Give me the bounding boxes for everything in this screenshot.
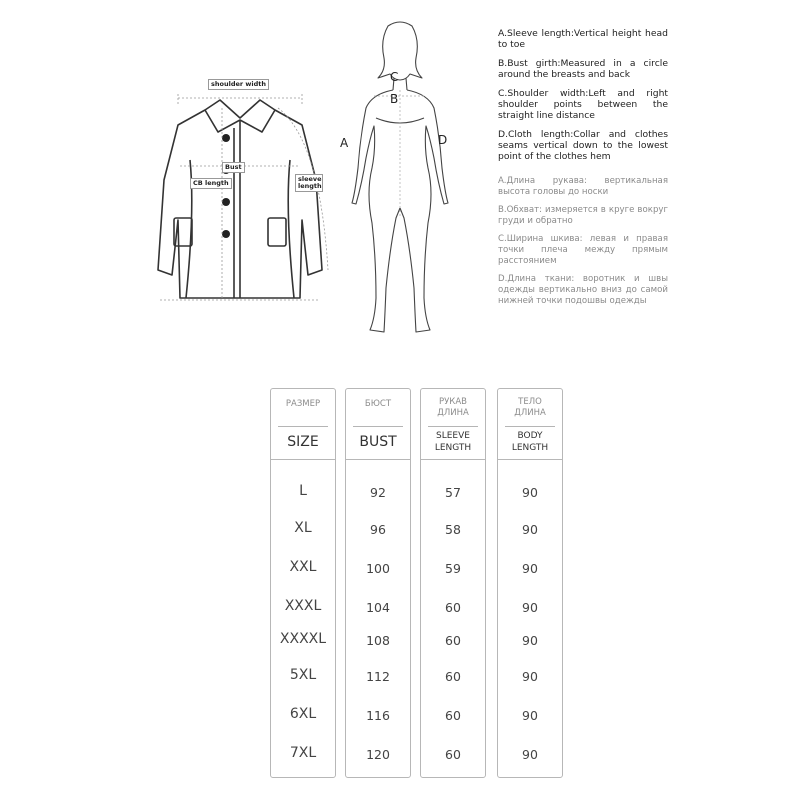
table-cell: 112	[366, 669, 390, 684]
table-cell: 92	[370, 485, 386, 500]
body-silhouette-icon	[330, 18, 470, 348]
table-cell: 90	[522, 561, 538, 576]
table-cell: 59	[445, 561, 461, 576]
table-cell: 116	[366, 708, 390, 723]
table-cell: 7XL	[289, 745, 317, 761]
desc-en-bust: B.Bust girth:Measured in a circle around the breasts and back	[498, 58, 668, 80]
table-cell: 60	[445, 747, 461, 762]
sleeve-length-label: sleeve length	[295, 174, 323, 192]
table-cell: 100	[366, 561, 390, 576]
desc-ru-length: D.Длина ткани: воротник и швы одежды вертикально вниз до самой нижней точки подошвы одежды	[498, 274, 668, 306]
body-header-en: BODY LENGTH	[511, 431, 549, 453]
desc-en-sleeve: A.Sleeve length:Vertical height head to toe	[498, 28, 668, 50]
table-cell: 90	[522, 600, 538, 615]
table-cell: 5XL	[289, 667, 317, 683]
body-header-ru: ТЕЛО ДЛИНА	[514, 397, 546, 418]
sleeve-header-ru: РУКАВ ДЛИНА	[437, 397, 469, 418]
size-column	[270, 388, 336, 778]
body-figure-diagram	[330, 18, 470, 348]
table-cell: 108	[366, 633, 390, 648]
desc-ru-shoulder: C.Ширина шкива: левая и правая точки плеча между прямым расстоянием	[498, 234, 668, 266]
bust-header-ru: БЮСТ	[364, 399, 392, 409]
desc-en-length: D.Cloth length:Collar and clothes seams vertical down to the lowest point of the clothes hem	[498, 129, 668, 162]
table-cell: 57	[445, 485, 461, 500]
table-cell: 6XL	[289, 706, 317, 722]
label-c: C	[390, 70, 399, 84]
table-cell: XXL	[289, 559, 317, 575]
bust-label: Bust	[222, 162, 245, 173]
table-cell: 90	[522, 747, 538, 762]
table-cell: XL	[294, 520, 312, 536]
table-cell: 58	[445, 522, 461, 537]
shoulder-width-label: shoulder width	[208, 79, 269, 90]
table-cell: 60	[445, 708, 461, 723]
jacket-diagram	[150, 70, 340, 310]
measurement-descriptions	[498, 28, 668, 314]
table-cell: 120	[366, 747, 390, 762]
label-a: A	[340, 136, 349, 150]
bust-header-en: BUST	[359, 434, 397, 450]
table-cell: 90	[522, 522, 538, 537]
table-cell: 90	[522, 633, 538, 648]
table-cell: XXXXL	[279, 631, 327, 647]
table-cell: 90	[522, 708, 538, 723]
table-cell: XXXL	[284, 598, 322, 614]
table-cell: 60	[445, 600, 461, 615]
desc-ru-sleeve: A.Длина рукава: вертикальная высота головы до носки	[498, 176, 668, 197]
table-cell: L	[299, 483, 307, 499]
body-length-column	[497, 388, 563, 778]
size-header-en: SIZE	[287, 434, 319, 450]
table-cell: 104	[366, 600, 390, 615]
cb-length-label: CB length	[190, 178, 232, 189]
desc-en-shoulder: C.Shoulder width:Left and right shoulder points between the straight line distance	[498, 88, 668, 121]
table-cell: 90	[522, 669, 538, 684]
bust-column	[345, 388, 411, 778]
label-d: D	[438, 133, 448, 147]
sleeve-header-en: SLEEVE LENGTH	[434, 431, 472, 453]
size-header-ru: РАЗМЕР	[285, 399, 321, 409]
label-b: B	[390, 92, 399, 106]
sleeve-length-column	[420, 388, 486, 778]
table-cell: 60	[445, 633, 461, 648]
table-cell: 90	[522, 485, 538, 500]
desc-ru-bust: B.Обхват: измеряется в круге вокруг груди и обратно	[498, 205, 668, 226]
table-cell: 96	[370, 522, 386, 537]
table-cell: 60	[445, 669, 461, 684]
